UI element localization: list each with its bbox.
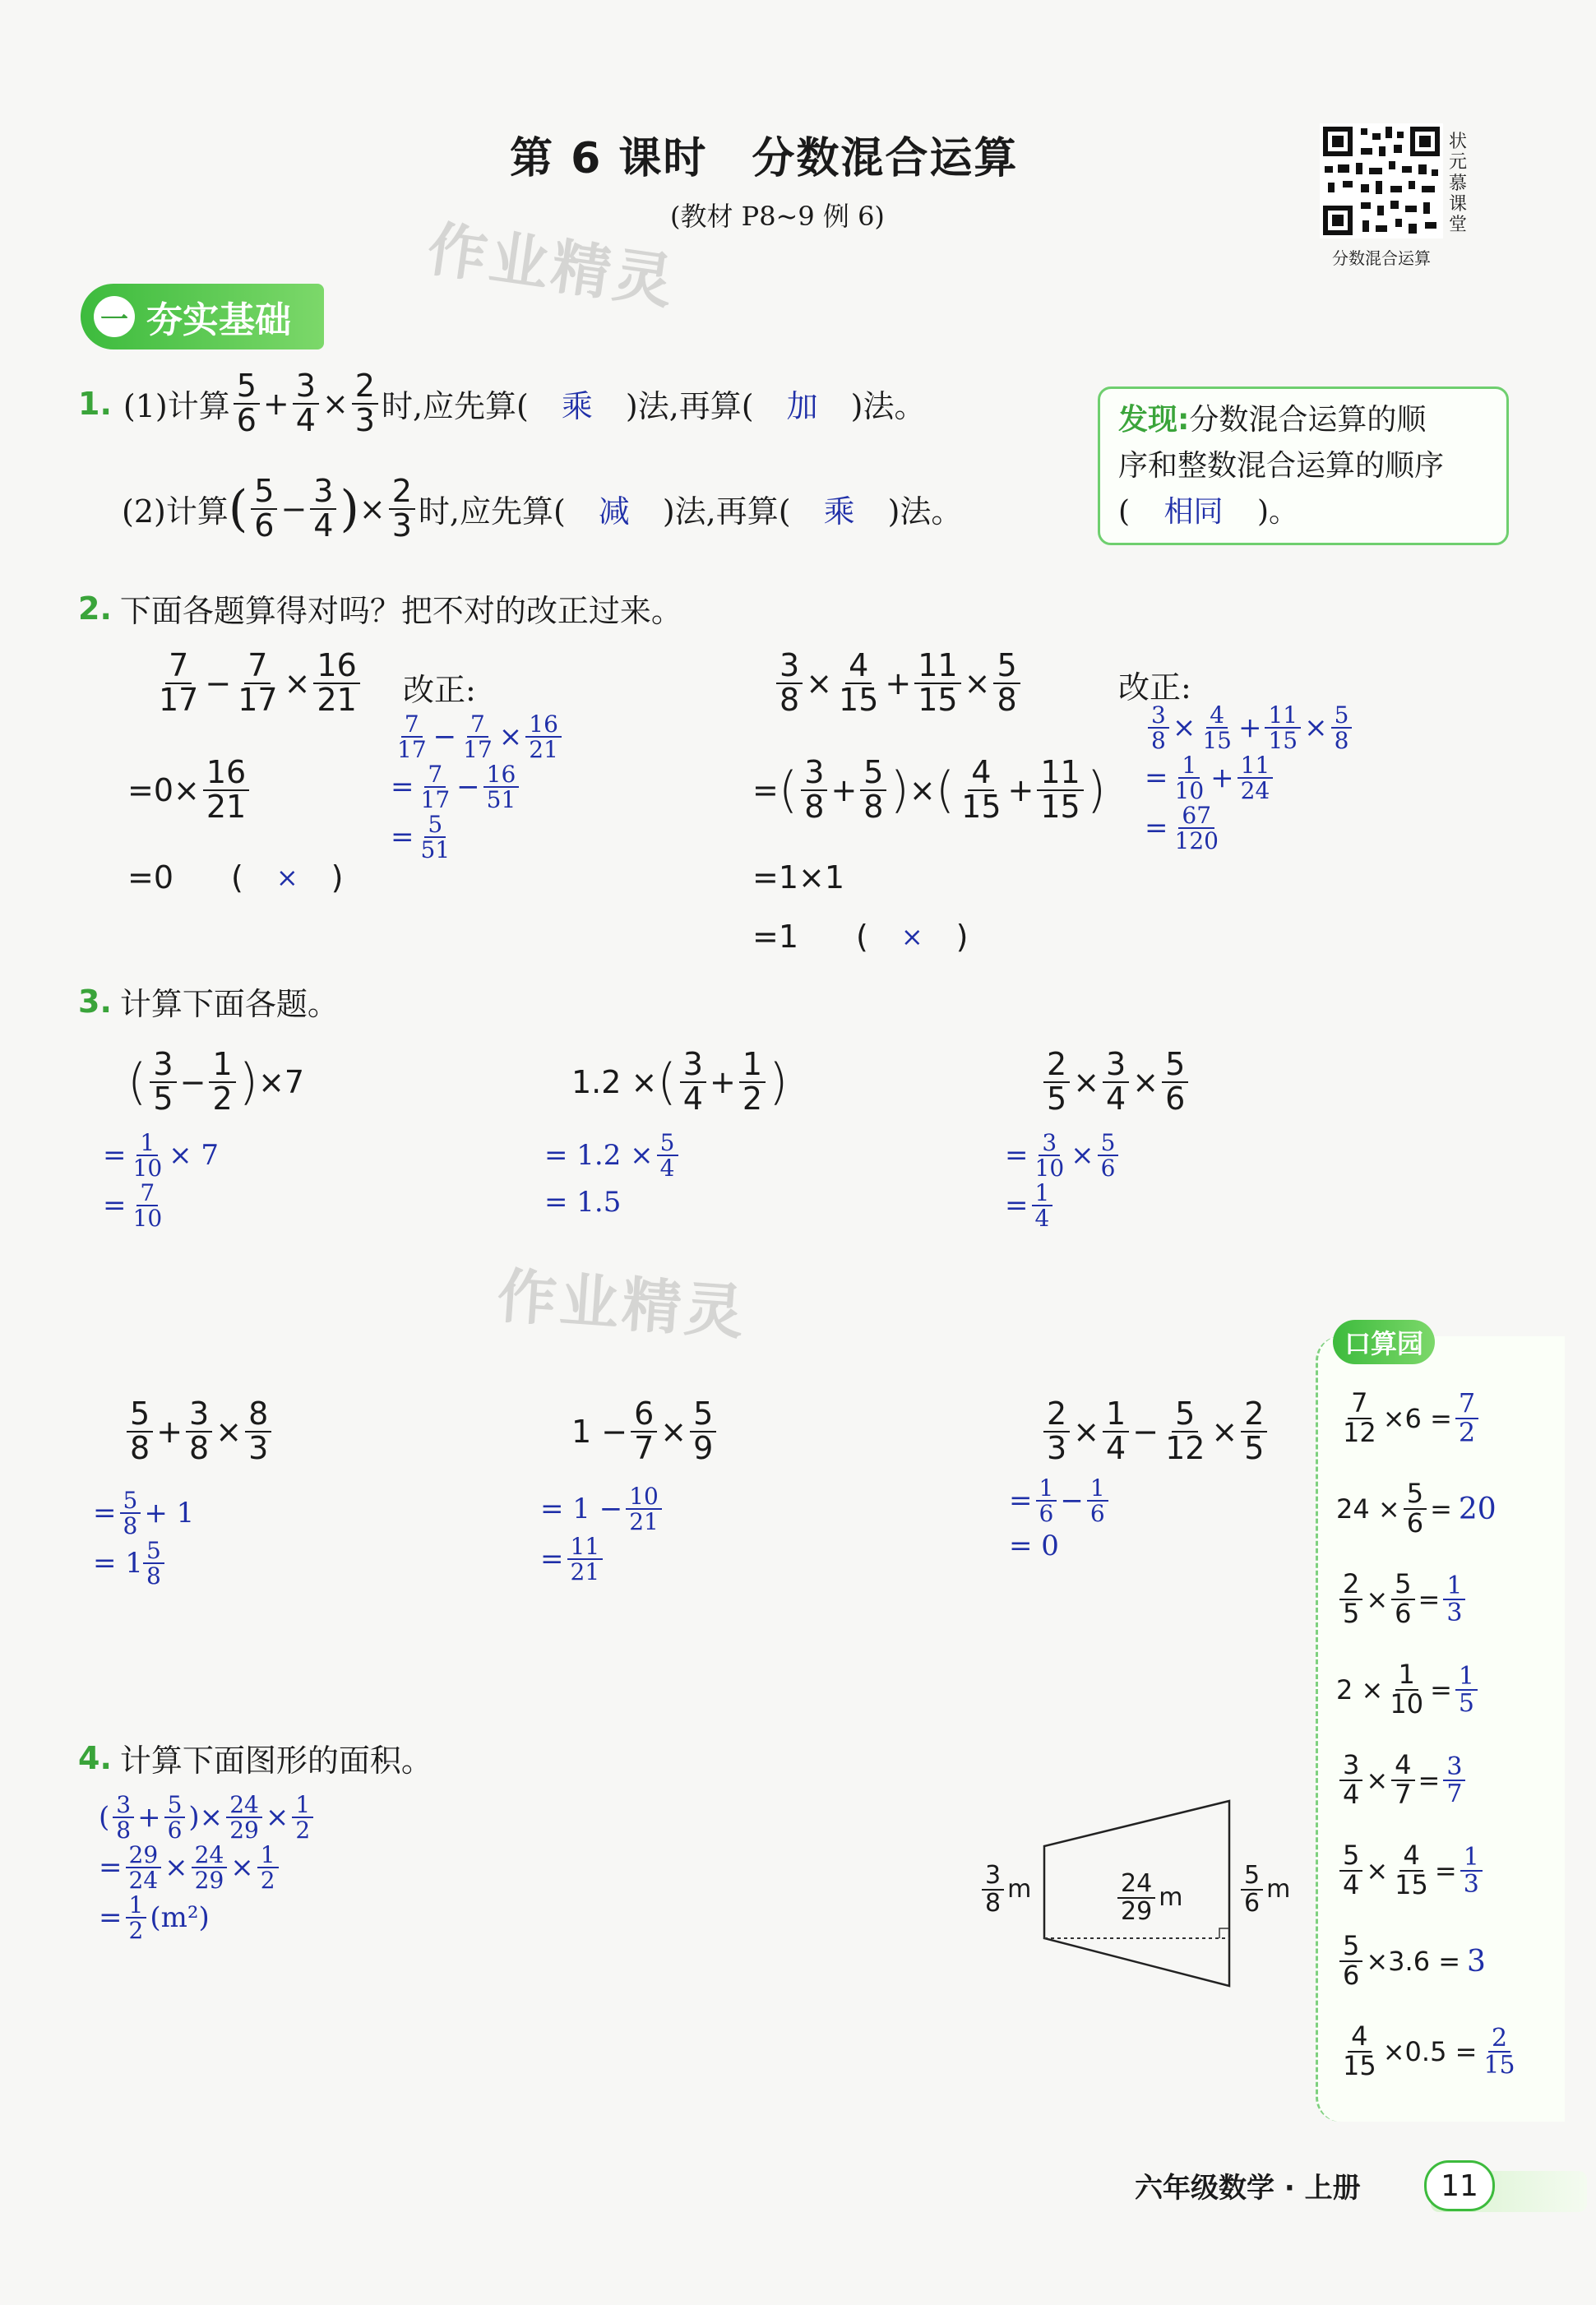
step-text: =0× <box>127 771 200 808</box>
mental-expr: = <box>1418 1765 1441 1796</box>
mental-expr: = <box>1418 1584 1441 1615</box>
q1-text: )法,再算( <box>625 388 754 425</box>
discovery-tip <box>1098 386 1509 545</box>
q2a-correction: $\frac{7}{17}$ − $\frac{7}{17}$ × $\frac{16}{21}$ = $\frac{7}{17}$ − $\frac{16}{51}$ = $\frac{5}{51}$ <box>391 712 565 862</box>
fraction: $\frac{3}{4}$ <box>293 370 319 437</box>
tip-answer: 相同 <box>1163 494 1224 529</box>
q3-problem-2: 1.2 × ( $\frac{3}{4}$ + $\frac{1}{2}$ ) <box>571 1046 789 1117</box>
section-icon: 一 <box>94 296 135 337</box>
mental-item: 2 × $\frac{1}{10}$ = $\frac{1}{5}$ <box>1336 1645 1522 1735</box>
q3-solution-1: = $\frac{1}{10}$ × 7 = $\frac{7}{10}$ <box>103 1129 220 1233</box>
q4-solution: ( $\frac{3}{8}$ + $\frac{5}{6}$ )× $\frac{24}{29}$ × $\frac{1}{2}$ = $\frac{29}{24}$ × $\frac{24}{29}$ × $\frac{1}{2}$ = $\frac{1}{2}$ (m²) <box>99 1793 317 1942</box>
mental-answer: 20 <box>1458 1492 1497 1526</box>
q2-number: 2. <box>78 590 112 627</box>
q1-answer-3: 减 <box>598 493 630 530</box>
trapezoid-left-label: $\frac{3}{8}$ m <box>978 1863 1031 1916</box>
tip-label: 发现: <box>1118 403 1190 437</box>
fraction: $\frac{2}{3}$ <box>352 370 378 437</box>
watermark: 作业精灵 <box>423 214 681 317</box>
q3-heading <box>78 979 339 1024</box>
mental-answer: 3 <box>1467 1944 1486 1979</box>
page-subtitle: (教材 P8~9 例 6) <box>670 201 885 232</box>
mental-expr: ×3.6 = <box>1366 1946 1461 1977</box>
q4-text: 计算下面图形的面积。 <box>119 1743 433 1779</box>
trapezoid-right-label: $\frac{5}{6}$ m <box>1237 1863 1290 1916</box>
page-number: 11 <box>1424 2160 1495 2211</box>
step-text: =0 <box>127 859 174 896</box>
q2-text: 下面各题算得对吗？把不对的改正过来。 <box>119 593 682 629</box>
q2-heading <box>78 586 682 631</box>
qr-caption: 分数混合运算 <box>1332 248 1431 268</box>
q3-solution-2: = 1.2 × $\frac{5}{4}$ = 1.5 <box>544 1131 682 1219</box>
q1-part1: 1. (1)计算 $\frac{5}{6}$ + $\frac{3}{4}$ × $\frac{2}{3}$ 时,应先算( 乘 )法,再算( 加 )法。 <box>78 368 926 438</box>
q3-problem-4: $\frac{5}{8}$ + $\frac{3}{8}$ × $\frac{8}{3}$ <box>123 1398 275 1465</box>
q1-text: 时,应先算( <box>381 388 529 425</box>
mental-expr: ×0.5 = <box>1382 2036 1478 2067</box>
q3-problem-3: $\frac{2}{5}$ × $\frac{3}{4}$ × $\frac{5}{6}$ <box>1040 1048 1191 1116</box>
qr-code[interactable] <box>1320 123 1443 238</box>
mental-item: $\frac{5}{6}$ ×3.6 = 3 <box>1336 1916 1522 2006</box>
q3-problem-6: $\frac{2}{3}$ × $\frac{1}{4}$ − $\frac{5}{12}$ × $\frac{2}{5}$ <box>1040 1398 1270 1465</box>
q2a-expression: $\frac{7}{17}$ − $\frac{7}{17}$ × $\frac{16}{21}$ <box>152 650 363 717</box>
q1-text: )法,再算( <box>662 493 791 530</box>
q1-part2-prefix: (2)计算 <box>122 493 229 530</box>
q2a-judgement: × <box>275 862 298 893</box>
section-label: 夯实基础 <box>146 299 291 341</box>
q2b-correction: $\frac{3}{8}$ × $\frac{4}{15}$ + $\frac{11}{15}$ × $\frac{5}{8}$ = $\frac{1}{10}$ + $\frac{11}{24}$ = $\frac{67}{120}$ <box>1145 703 1355 853</box>
unit-m: m <box>1007 1875 1032 1904</box>
tip-text: ( <box>1118 494 1131 529</box>
mental-expr: 2 × <box>1336 1674 1384 1706</box>
q2b-expression: $\frac{3}{8}$ × $\frac{4}{15}$ + $\frac{11}{15}$ × $\frac{5}{8}$ <box>773 650 1024 717</box>
q1-number: 1. <box>78 385 112 422</box>
footer-book-title: 六年级数学 · 上册 <box>1135 2172 1361 2205</box>
fraction: $\frac{5}{6}$ <box>251 475 277 543</box>
mental-item: $\frac{4}{15}$ ×0.5 = $\frac{2}{15}$ <box>1343 2020 1515 2081</box>
mental-item: $\frac{5}{4}$ × $\frac{4}{15}$ = $\frac{1}{3}$ <box>1336 1826 1522 1916</box>
q1-text: )法。 <box>887 493 963 530</box>
page-title: 第 6 课时 分数混合运算 <box>510 134 1019 183</box>
mental-item: $\frac{2}{5}$ × $\frac{5}{6}$ = $\frac{1}{3}$ <box>1336 1554 1522 1645</box>
area-unit: (m²) <box>150 1900 210 1934</box>
q2a-step3: =0 ( × ) <box>127 859 344 896</box>
q2b-step3 <box>752 859 844 896</box>
q4-heading <box>78 1735 433 1780</box>
q3-number: 3. <box>78 983 112 1020</box>
watermark: 作业精灵 <box>495 1261 750 1348</box>
q3-problem-1: ( $\frac{3}{5}$ − $\frac{1}{2}$ ) ×7 <box>127 1046 305 1117</box>
q2b-step2: = ( $\frac{3}{8}$ + $\frac{5}{8}$ ) × ( $\frac{4}{15}$ + $\frac{11}{15}$ ) <box>752 754 1107 825</box>
q2b-fix-label: 改正: <box>1118 669 1191 706</box>
mental-list <box>1336 1373 1522 2097</box>
q1-part2: (2)计算 ( $\frac{5}{6}$ − $\frac{3}{4}$ ) × $\frac{2}{3}$ 时,应先算( 减 )法,再算( 乘 )法。 <box>122 473 963 544</box>
q2b-step4: =1 ( × ) <box>752 919 969 955</box>
mental-item: 24 × $\frac{5}{6}$ = 20 <box>1336 1478 1497 1539</box>
q3-solution-4: = $\frac{5}{8}$ + 1 = 1 $\frac{5}{8}$ <box>93 1487 195 1590</box>
q3-solution-3: = $\frac{3}{10}$ × $\frac{5}{6}$ = $\frac{1}{4}$ <box>1005 1131 1122 1231</box>
tip-text: )。 <box>1256 494 1299 529</box>
q3-solution-6: = $\frac{1}{6}$ − $\frac{1}{6}$ = 0 <box>1009 1476 1112 1562</box>
fraction: $\frac{3}{4}$ <box>310 475 336 543</box>
q3-text: 计算下面各题。 <box>119 986 339 1022</box>
step-text: =1 <box>752 919 799 955</box>
q2b-judgement: × <box>900 921 923 952</box>
mental-item: $\frac{7}{12}$ ×6 = $\frac{7}{2}$ <box>1336 1373 1522 1464</box>
q1-text: 时,应先算( <box>418 493 566 530</box>
mental-expr: = <box>1434 1855 1457 1886</box>
q3-problem-5: 1 − $\frac{6}{7}$ × $\frac{5}{9}$ <box>571 1398 719 1465</box>
fraction: $\frac{5}{6}$ <box>234 370 260 437</box>
qr-side-label: 状元慕课堂 <box>1449 132 1468 236</box>
unit-m: m <box>1266 1875 1291 1904</box>
q3-solution-5: = 1 − $\frac{10}{21}$ = $\frac{11}{21}$ <box>540 1484 665 1585</box>
unit-m: m <box>1159 1883 1183 1912</box>
trapezoid-height-label: $\frac{24}{29}$ m <box>1114 1871 1182 1924</box>
q1-answer-4: 乘 <box>823 493 855 530</box>
mental-expr: 24 × <box>1336 1493 1400 1525</box>
q2a-fix-label: 改正: <box>403 672 476 708</box>
section-banner <box>81 284 324 349</box>
tip-text: 分数混合运算的顺 <box>1189 403 1427 437</box>
q1-text: )法。 <box>850 388 926 425</box>
q1-answer-1: 乘 <box>561 388 593 425</box>
q1-part1-prefix: (1)计算 <box>123 388 230 425</box>
q4-number: 4. <box>78 1739 112 1776</box>
step-text: =1×1 <box>752 859 845 896</box>
tip-text: 序和整数混合运算的顺序 <box>1118 448 1445 483</box>
fraction: $\frac{2}{3}$ <box>389 475 415 543</box>
q2a-step2: =0× $\frac{16}{21}$ <box>127 757 252 824</box>
mental-title: 口算园 <box>1333 1320 1435 1364</box>
mental-expr: ×6 = <box>1382 1403 1452 1434</box>
q1-answer-2: 加 <box>786 388 818 425</box>
mental-item: $\frac{3}{4}$ × $\frac{4}{7}$ = $\frac{3}{7}$ <box>1336 1735 1522 1826</box>
